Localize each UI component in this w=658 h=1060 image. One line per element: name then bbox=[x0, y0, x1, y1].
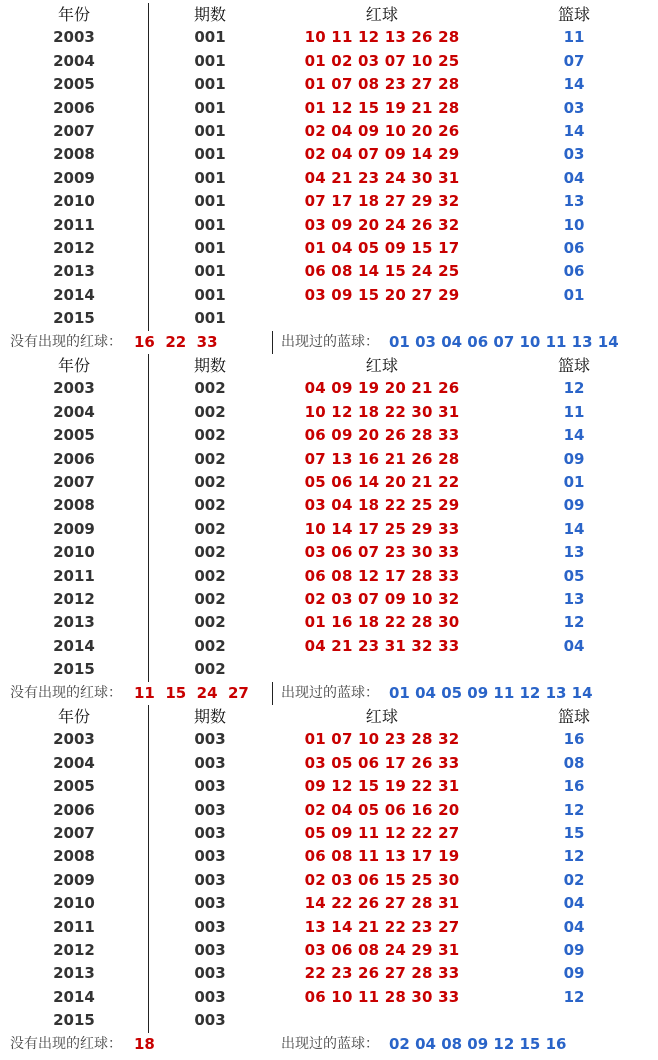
year-cell: 2004 bbox=[53, 402, 95, 421]
issue-cell: 001 bbox=[194, 122, 226, 140]
year-cell: 2009 bbox=[53, 168, 95, 187]
table-row bbox=[0, 869, 658, 892]
issue-cell: 003 bbox=[194, 753, 226, 772]
table-row bbox=[0, 565, 658, 588]
table-row bbox=[0, 190, 658, 213]
table-row bbox=[0, 307, 658, 330]
issue-cell: 001 bbox=[194, 239, 226, 257]
seen-blue-values: 02 04 08 09 12 15 16 bbox=[389, 1035, 567, 1053]
table-row bbox=[0, 916, 658, 939]
summary-row bbox=[0, 682, 658, 705]
red-balls-cell: 02 04 05 06 16 20 bbox=[304, 800, 460, 819]
issue-cell: 002 bbox=[194, 590, 226, 608]
year-cell: 2007 bbox=[53, 122, 95, 140]
blue-ball-cell: 14 bbox=[563, 426, 585, 445]
year-cell: 2003 bbox=[53, 379, 95, 398]
blue-ball-cell: 09 bbox=[563, 964, 585, 983]
issue-cell: 003 bbox=[194, 917, 226, 936]
issue-cell: 002 bbox=[194, 519, 226, 538]
issue-cell: 003 bbox=[194, 987, 226, 1006]
seen-blue-values: 01 03 04 06 07 10 11 13 14 bbox=[389, 333, 619, 351]
issue-cell: 002 bbox=[194, 426, 226, 445]
table-row bbox=[0, 377, 658, 400]
table-row bbox=[0, 260, 658, 283]
blue-ball-cell: 16 bbox=[563, 730, 585, 749]
blue-ball-cell: 06 bbox=[563, 262, 585, 281]
summary-row bbox=[0, 331, 658, 354]
red-balls-cell: 10 11 12 13 26 28 bbox=[304, 28, 460, 47]
year-cell: 2012 bbox=[53, 941, 95, 959]
table-row bbox=[0, 775, 658, 798]
year-cell: 2009 bbox=[53, 519, 95, 538]
year-cell: 2008 bbox=[53, 496, 95, 515]
red-balls-cell: 06 08 14 15 24 25 bbox=[304, 262, 460, 281]
red-balls-cell: 02 03 06 15 25 30 bbox=[304, 870, 460, 889]
issue-cell: 003 bbox=[194, 777, 226, 796]
table-row bbox=[0, 284, 658, 307]
blue-ball-header: 篮球 bbox=[557, 707, 590, 726]
issue-cell: 003 bbox=[194, 964, 226, 983]
blue-ball-cell: 12 bbox=[563, 613, 585, 632]
year-cell: 2014 bbox=[53, 636, 95, 655]
year-cell: 2010 bbox=[53, 543, 95, 562]
red-ball-header: 红球 bbox=[365, 707, 399, 726]
red-balls-cell: 02 03 07 09 10 32 bbox=[304, 590, 460, 608]
table-row bbox=[0, 143, 658, 166]
header-row bbox=[0, 705, 658, 728]
issue-cell: 001 bbox=[194, 51, 226, 70]
table-row bbox=[0, 611, 658, 634]
year-cell: 2008 bbox=[53, 847, 95, 866]
missing-red-values: 18 bbox=[134, 1035, 155, 1053]
table-row bbox=[0, 237, 658, 260]
red-balls-cell: 14 22 26 27 28 31 bbox=[304, 894, 460, 913]
table-row bbox=[0, 1009, 658, 1032]
issue-cell: 003 bbox=[194, 800, 226, 819]
year-header: 年份 bbox=[57, 707, 90, 726]
red-balls-cell: 04 21 23 31 32 33 bbox=[304, 636, 460, 655]
table-row bbox=[0, 26, 658, 49]
red-balls-cell: 01 04 05 09 15 17 bbox=[304, 239, 460, 257]
table-row bbox=[0, 939, 658, 962]
blue-ball-cell: 16 bbox=[563, 777, 585, 796]
year-cell: 2005 bbox=[53, 777, 95, 796]
blue-ball-cell: 12 bbox=[563, 987, 585, 1006]
red-balls-cell: 03 04 18 22 25 29 bbox=[304, 496, 460, 515]
table-row bbox=[0, 845, 658, 868]
issue-cell: 001 bbox=[194, 192, 226, 211]
year-cell: 2011 bbox=[53, 215, 95, 234]
year-cell: 2005 bbox=[53, 426, 95, 445]
table-row bbox=[0, 541, 658, 564]
year-cell: 2006 bbox=[53, 98, 95, 117]
red-balls-cell: 01 12 15 19 21 28 bbox=[304, 98, 460, 117]
year-cell: 2004 bbox=[53, 51, 95, 70]
table-row bbox=[0, 635, 658, 658]
year-cell: 2006 bbox=[53, 449, 95, 468]
issue-cell: 001 bbox=[194, 28, 226, 47]
year-cell: 2013 bbox=[53, 964, 95, 983]
blue-ball-cell: 05 bbox=[563, 566, 585, 585]
blue-ball-cell: 15 bbox=[563, 824, 585, 842]
year-header: 年份 bbox=[57, 356, 90, 375]
red-balls-cell: 03 06 08 24 29 31 bbox=[304, 941, 460, 959]
seen-blue-values: 01 04 05 09 11 12 13 14 bbox=[389, 684, 593, 702]
red-balls-cell: 07 17 18 27 29 32 bbox=[304, 192, 460, 211]
blue-ball-cell: 03 bbox=[563, 98, 585, 117]
issue-cell: 002 bbox=[194, 449, 226, 468]
issue-cell: 003 bbox=[194, 730, 226, 749]
year-cell: 2008 bbox=[53, 145, 95, 164]
blue-ball-cell: 10 bbox=[563, 215, 585, 234]
red-balls-cell: 04 21 23 24 30 31 bbox=[304, 168, 460, 187]
header-row bbox=[0, 3, 658, 26]
table-row bbox=[0, 728, 658, 751]
issue-cell: 002 bbox=[194, 613, 226, 632]
red-balls-cell: 06 08 12 17 28 33 bbox=[304, 566, 460, 585]
table-row bbox=[0, 518, 658, 541]
issue-cell: 002 bbox=[194, 496, 226, 515]
issue-cell: 002 bbox=[194, 566, 226, 585]
year-cell: 2003 bbox=[53, 730, 95, 749]
blue-ball-cell: 11 bbox=[563, 28, 585, 47]
blue-ball-cell: 13 bbox=[563, 192, 585, 211]
missing-red-label: 没有出现的红球： bbox=[10, 334, 122, 350]
issue-cell: 001 bbox=[194, 262, 226, 281]
year-cell: 2009 bbox=[53, 870, 95, 889]
seen-blue-label: 出现过的蓝球： bbox=[281, 1036, 379, 1052]
issue-header: 期数 bbox=[193, 356, 226, 375]
table-row bbox=[0, 97, 658, 120]
issue-cell: 002 bbox=[194, 543, 226, 562]
blue-ball-cell: 09 bbox=[563, 941, 585, 959]
year-cell: 2013 bbox=[53, 262, 95, 281]
blue-ball-cell: 14 bbox=[563, 519, 585, 538]
issue-cell: 001 bbox=[194, 215, 226, 234]
table-row bbox=[0, 658, 658, 681]
red-balls-cell: 06 08 11 13 17 19 bbox=[304, 847, 460, 866]
blue-ball-cell: 14 bbox=[563, 75, 585, 94]
red-balls-cell: 01 07 08 23 27 28 bbox=[304, 75, 460, 94]
red-balls-cell: 03 09 15 20 27 29 bbox=[304, 285, 460, 304]
year-cell: 2006 bbox=[53, 800, 95, 819]
year-cell: 2014 bbox=[53, 987, 95, 1006]
year-cell: 2013 bbox=[53, 613, 95, 632]
column-divider bbox=[148, 705, 149, 1033]
year-cell: 2010 bbox=[53, 894, 95, 913]
year-cell: 2007 bbox=[53, 824, 95, 842]
blue-ball-cell: 04 bbox=[563, 636, 585, 655]
year-cell: 2010 bbox=[53, 192, 95, 211]
blue-ball-cell: 01 bbox=[563, 473, 585, 491]
blue-ball-cell: 14 bbox=[563, 122, 585, 140]
red-balls-cell: 05 09 11 12 22 27 bbox=[304, 824, 460, 842]
table-row bbox=[0, 892, 658, 915]
issue-header: 期数 bbox=[193, 5, 226, 24]
table-row bbox=[0, 471, 658, 494]
missing-red-label: 没有出现的红球： bbox=[10, 1036, 122, 1052]
blue-ball-cell: 03 bbox=[563, 145, 585, 164]
red-balls-cell: 04 09 19 20 21 26 bbox=[304, 379, 460, 398]
issue-cell: 002 bbox=[194, 636, 226, 655]
red-balls-cell: 07 13 16 21 26 28 bbox=[304, 449, 460, 468]
year-cell: 2012 bbox=[53, 239, 95, 257]
year-cell: 2007 bbox=[53, 473, 95, 491]
red-balls-cell: 06 09 20 26 28 33 bbox=[304, 426, 460, 445]
blue-ball-cell: 12 bbox=[563, 800, 585, 819]
table-row bbox=[0, 822, 658, 845]
table-row bbox=[0, 120, 658, 143]
summary-row bbox=[0, 1033, 658, 1056]
issue-cell: 003 bbox=[194, 870, 226, 889]
red-balls-cell: 05 06 14 20 21 22 bbox=[304, 473, 460, 491]
summary-divider bbox=[272, 682, 273, 705]
blue-ball-cell: 12 bbox=[563, 847, 585, 866]
issue-cell: 001 bbox=[194, 285, 226, 304]
issue-cell: 003 bbox=[194, 847, 226, 866]
red-balls-cell: 03 09 20 24 26 32 bbox=[304, 215, 460, 234]
issue-cell: 001 bbox=[194, 145, 226, 164]
table-row bbox=[0, 50, 658, 73]
blue-ball-header: 篮球 bbox=[557, 356, 590, 375]
table-row bbox=[0, 494, 658, 517]
blue-ball-cell: 04 bbox=[563, 894, 585, 913]
blue-ball-cell: 11 bbox=[563, 402, 585, 421]
red-balls-cell: 10 14 17 25 29 33 bbox=[304, 519, 460, 538]
blue-ball-cell: 01 bbox=[563, 285, 585, 304]
table-row bbox=[0, 799, 658, 822]
issue-cell: 002 bbox=[194, 660, 226, 679]
red-balls-cell: 02 04 09 10 20 26 bbox=[304, 122, 460, 140]
table-row bbox=[0, 588, 658, 611]
blue-ball-cell: 04 bbox=[563, 168, 585, 187]
blue-ball-header: 篮球 bbox=[557, 5, 590, 24]
red-balls-cell: 03 06 07 23 30 33 bbox=[304, 543, 460, 562]
table-row bbox=[0, 962, 658, 985]
issue-cell: 003 bbox=[194, 824, 226, 842]
column-divider bbox=[148, 354, 149, 682]
year-cell: 2011 bbox=[53, 917, 95, 936]
summary-divider bbox=[272, 331, 273, 354]
blue-ball-cell: 13 bbox=[563, 590, 585, 608]
red-balls-cell: 06 10 11 28 30 33 bbox=[304, 987, 460, 1006]
blue-ball-cell: 02 bbox=[563, 870, 585, 889]
table-row bbox=[0, 73, 658, 96]
blue-ball-cell: 06 bbox=[563, 239, 585, 257]
year-cell: 2015 bbox=[53, 1011, 95, 1030]
year-cell: 2005 bbox=[53, 75, 95, 94]
blue-ball-cell: 08 bbox=[563, 753, 585, 772]
blue-ball-cell: 07 bbox=[563, 51, 585, 70]
missing-red-values: 11 15 24 27 bbox=[134, 684, 249, 702]
year-cell: 2011 bbox=[53, 566, 95, 585]
blue-ball-cell: 09 bbox=[563, 496, 585, 515]
red-balls-cell: 01 16 18 22 28 30 bbox=[304, 613, 460, 632]
blue-ball-cell: 13 bbox=[563, 543, 585, 562]
issue-cell: 001 bbox=[194, 168, 226, 187]
table-row bbox=[0, 214, 658, 237]
red-balls-cell: 02 04 07 09 14 29 bbox=[304, 145, 460, 164]
year-header: 年份 bbox=[57, 5, 90, 24]
issue-cell: 001 bbox=[194, 309, 226, 328]
red-balls-cell: 01 02 03 07 10 25 bbox=[304, 51, 460, 70]
issue-cell: 001 bbox=[194, 98, 226, 117]
missing-red-values: 16 22 33 bbox=[134, 333, 218, 351]
table-row bbox=[0, 752, 658, 775]
year-cell: 2015 bbox=[53, 660, 95, 679]
red-balls-cell: 03 05 06 17 26 33 bbox=[304, 753, 460, 772]
table-row bbox=[0, 167, 658, 190]
table-row bbox=[0, 424, 658, 447]
issue-cell: 003 bbox=[194, 894, 226, 913]
red-ball-header: 红球 bbox=[365, 5, 399, 24]
seen-blue-label: 出现过的蓝球： bbox=[281, 685, 379, 701]
header-row bbox=[0, 354, 658, 377]
seen-blue-label: 出现过的蓝球： bbox=[281, 334, 379, 350]
issue-cell: 003 bbox=[194, 941, 226, 959]
year-cell: 2004 bbox=[53, 753, 95, 772]
issue-cell: 002 bbox=[194, 473, 226, 491]
red-ball-header: 红球 bbox=[365, 356, 399, 375]
table-row bbox=[0, 986, 658, 1009]
issue-cell: 002 bbox=[194, 379, 226, 398]
year-cell: 2014 bbox=[53, 285, 95, 304]
year-cell: 2012 bbox=[53, 590, 95, 608]
blue-ball-cell: 04 bbox=[563, 917, 585, 936]
year-cell: 2003 bbox=[53, 28, 95, 47]
issue-cell: 001 bbox=[194, 75, 226, 94]
issue-header: 期数 bbox=[193, 707, 226, 726]
missing-red-label: 没有出现的红球： bbox=[10, 685, 122, 701]
issue-cell: 003 bbox=[194, 1011, 226, 1030]
issue-cell: 002 bbox=[194, 402, 226, 421]
column-divider bbox=[148, 3, 149, 331]
red-balls-cell: 01 07 10 23 28 32 bbox=[304, 730, 460, 749]
year-cell: 2015 bbox=[53, 309, 95, 328]
red-balls-cell: 10 12 18 22 30 31 bbox=[304, 402, 460, 421]
red-balls-cell: 13 14 21 22 23 27 bbox=[304, 917, 460, 936]
blue-ball-cell: 09 bbox=[563, 449, 585, 468]
red-balls-cell: 09 12 15 19 22 31 bbox=[304, 777, 460, 796]
blue-ball-cell: 12 bbox=[563, 379, 585, 398]
red-balls-cell: 22 23 26 27 28 33 bbox=[304, 964, 460, 983]
table-row bbox=[0, 448, 658, 471]
table-row bbox=[0, 401, 658, 424]
